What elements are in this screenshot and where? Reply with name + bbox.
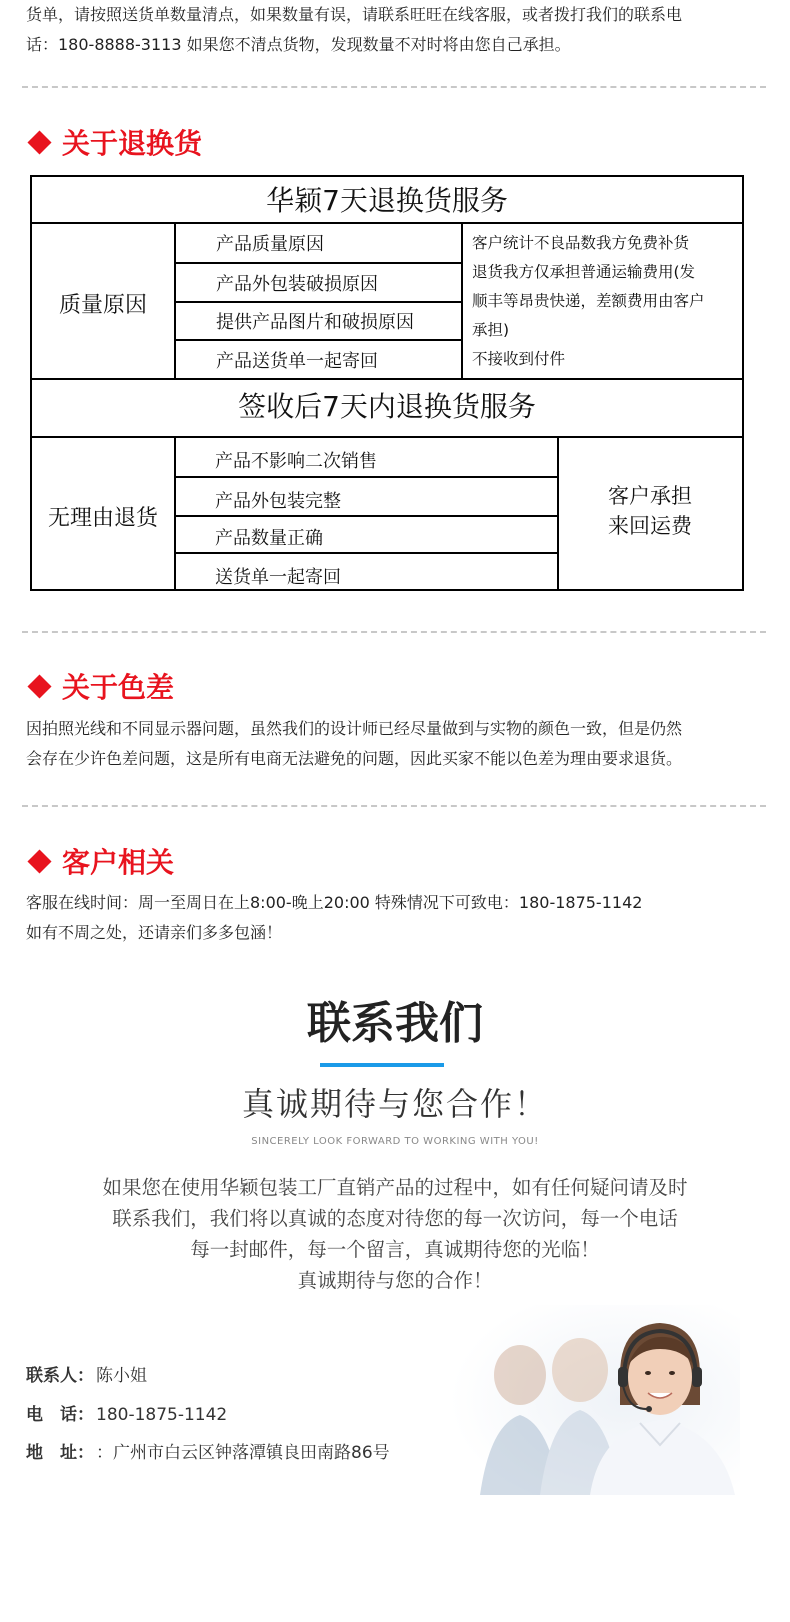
color-diff-line-1: 因拍照光线和不同显示器问题，虽然我们的设计师已经尽量做到与实物的颜色一致，但是仍然 bbox=[26, 719, 683, 738]
quality-policy-line: 承担) bbox=[472, 321, 510, 339]
color-diff-line-2: 会存在少许色差问题，这是所有电商无法避免的问题，因此买家不能以色差为理由要求退货。 bbox=[26, 749, 683, 768]
contact-person-label: 联系人： bbox=[26, 1366, 94, 1386]
customer-section-title bbox=[26, 841, 174, 881]
table-header-7day: 华颖7天退换货服务 bbox=[266, 184, 508, 217]
contact-phone-row bbox=[26, 1400, 227, 1425]
returns-table bbox=[30, 175, 744, 591]
contact-body bbox=[0, 1172, 790, 1296]
quality-policy-line: 客户统计不良品数我方免费补货 bbox=[472, 234, 690, 252]
no-reason-policy-line: 客户承担 bbox=[608, 484, 692, 508]
no-reason-condition: 产品外包装完整 bbox=[215, 491, 341, 512]
no-reason-condition: 产品不影响二次销售 bbox=[215, 451, 377, 472]
color-diff-text bbox=[26, 714, 776, 774]
contact-body-line: 联系我们，我们将以真诚的态度对待您的每一次访问，每一个电话 bbox=[112, 1207, 678, 1230]
section-divider bbox=[22, 805, 766, 807]
contact-phone-label: 电 话： bbox=[26, 1405, 94, 1425]
returns-section-title bbox=[26, 122, 202, 162]
color-diff-title-text: 关于色差 bbox=[62, 671, 175, 704]
customer-text bbox=[26, 888, 766, 948]
no-reason-condition: 产品数量正确 bbox=[215, 528, 323, 549]
no-reason-policy bbox=[558, 481, 742, 541]
contact-body-line: 如果您在使用华颖包装工厂直销产品的过程中，如有任何疑问请及时 bbox=[102, 1176, 688, 1199]
red-diamond-icon bbox=[27, 130, 51, 154]
color-diff-section-title bbox=[26, 666, 174, 706]
no-reason-policy-line: 来回运费 bbox=[608, 514, 692, 538]
contact-person-value: 陈小姐 bbox=[96, 1366, 147, 1386]
contact-tagline: 真诚期待与您合作！ bbox=[241, 1085, 548, 1123]
returns-title-text: 关于退换货 bbox=[62, 127, 203, 160]
contact-body-line: 真诚期待与您的合作！ bbox=[297, 1269, 493, 1292]
red-diamond-icon bbox=[27, 674, 51, 698]
intro-line-1: 货单，请按照送货单数量清点，如果数量有误，请联系旺旺在线客服，或者拨打我们的联系电 bbox=[26, 5, 683, 24]
customer-line-1: 客服在线时间：周一至周日在上8:00-晚上20:00 特殊情况下可致电：180-1875-1142 bbox=[26, 893, 643, 912]
intro-text bbox=[26, 0, 766, 60]
no-reason-return-label: 无理由退货 bbox=[47, 506, 158, 531]
heading-underline bbox=[320, 1063, 444, 1067]
quality-reason-item: 产品质量原因 bbox=[216, 234, 324, 255]
customer-line-2: 如有不周之处，还请亲们多多包涵！ bbox=[26, 923, 283, 942]
contact-address-label: 地 址： bbox=[26, 1443, 94, 1463]
red-diamond-icon bbox=[27, 849, 51, 873]
quality-policy-line: 不接收到付件 bbox=[472, 350, 566, 368]
quality-policy-text bbox=[472, 229, 740, 374]
no-reason-condition: 送货单一起寄回 bbox=[215, 567, 341, 588]
quality-reason-item: 产品送货单一起寄回 bbox=[216, 351, 378, 372]
quality-reason-label: 质量原因 bbox=[58, 293, 147, 318]
customer-title-text: 客户相关 bbox=[62, 846, 175, 879]
contact-address-row bbox=[26, 1438, 390, 1463]
section-divider bbox=[22, 86, 766, 88]
section-divider bbox=[22, 631, 766, 633]
quality-reason-item: 产品外包装破损原因 bbox=[216, 274, 378, 295]
table-header-after-sign: 签收后7天内退换货服务 bbox=[238, 390, 536, 423]
quality-reason-item: 提供产品图片和破损原因 bbox=[216, 312, 414, 333]
contact-tagline-en: SINCERELY LOOK FORWARD TO WORKING WITH YOU! bbox=[251, 1136, 539, 1147]
quality-policy-line: 顺丰等昂贵快递，差额费用由客户 bbox=[472, 292, 705, 310]
quality-policy-line: 退货我方仅承担普通运输费用(发 bbox=[472, 263, 696, 281]
contact-person-row bbox=[26, 1361, 147, 1386]
contact-body-line: 每一封邮件，每一个留言，真诚期待您的光临！ bbox=[190, 1238, 600, 1261]
contact-heading: 联系我们 bbox=[307, 998, 483, 1049]
contact-address-value: ：广州市白云区钟落潭镇良田南路86号 bbox=[96, 1443, 390, 1463]
contact-phone-value: 180-1875-1142 bbox=[96, 1405, 228, 1425]
intro-line-2: 话：180-8888-3113 如果您不清点货物，发现数量不对时将由您自己承担。 bbox=[26, 35, 571, 54]
customer-service-agents-image bbox=[450, 1305, 740, 1495]
